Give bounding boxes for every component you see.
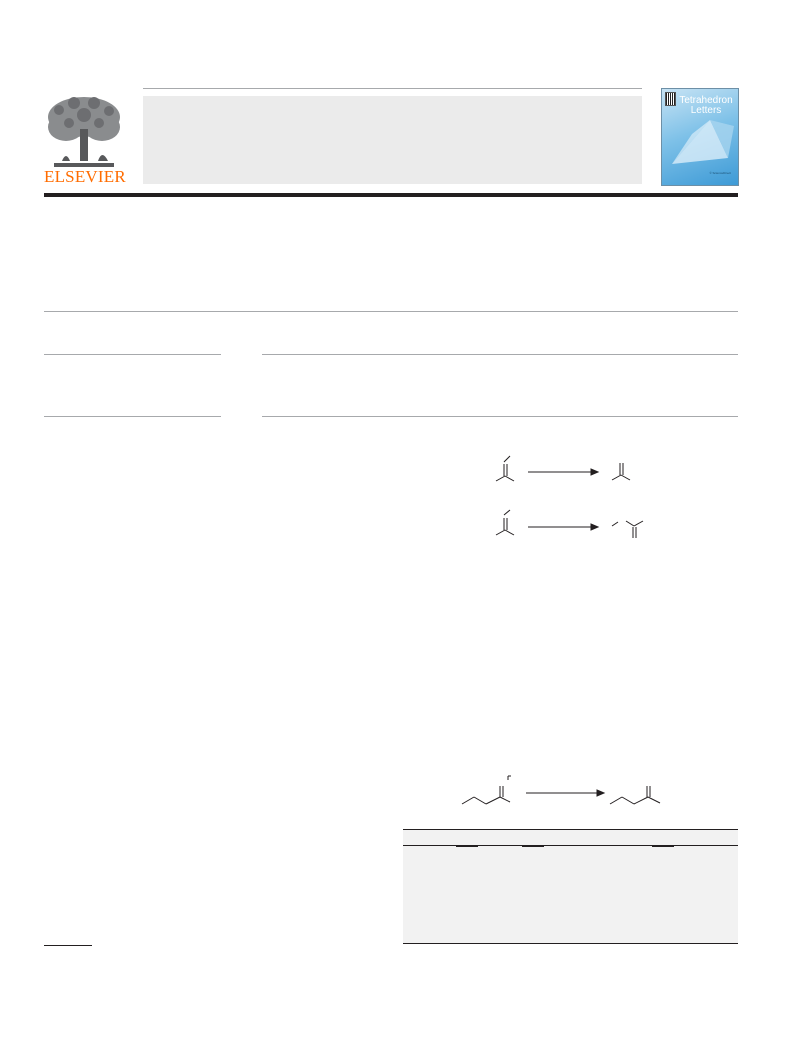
- article-info-bottom-rule: [44, 416, 221, 417]
- table-header-rule: [403, 845, 738, 846]
- reaction-scheme-2: [460, 774, 670, 810]
- journal-cover[interactable]: [661, 88, 739, 186]
- journal-banner: [143, 96, 642, 184]
- abstract-bottom-rule: [262, 416, 738, 417]
- footnote-rule: [44, 945, 92, 946]
- table-body: [403, 830, 738, 943]
- elsevier-tree-icon: [44, 95, 124, 167]
- table-span-rule-3: [652, 845, 674, 847]
- header-top-rule: [143, 88, 642, 89]
- abstract-top-rule: [262, 354, 738, 355]
- cover-tetrahedron-icon: [662, 114, 738, 170]
- qr-code-icon: [665, 92, 676, 106]
- table-span-rule-1: [456, 845, 478, 847]
- table-span-rule-2: [522, 845, 544, 847]
- header-thick-rule: [44, 193, 738, 197]
- cover-footer: © ScienceDirect: [709, 171, 731, 175]
- cover-title: Tetrahedron Letters: [679, 95, 733, 116]
- table-bottom-rule: [403, 943, 738, 944]
- reaction-scheme-1: [488, 448, 658, 548]
- article-info-top-rule: [44, 354, 221, 355]
- publisher-name: ELSEVIER: [44, 167, 126, 186]
- title-block-rule: [44, 311, 738, 312]
